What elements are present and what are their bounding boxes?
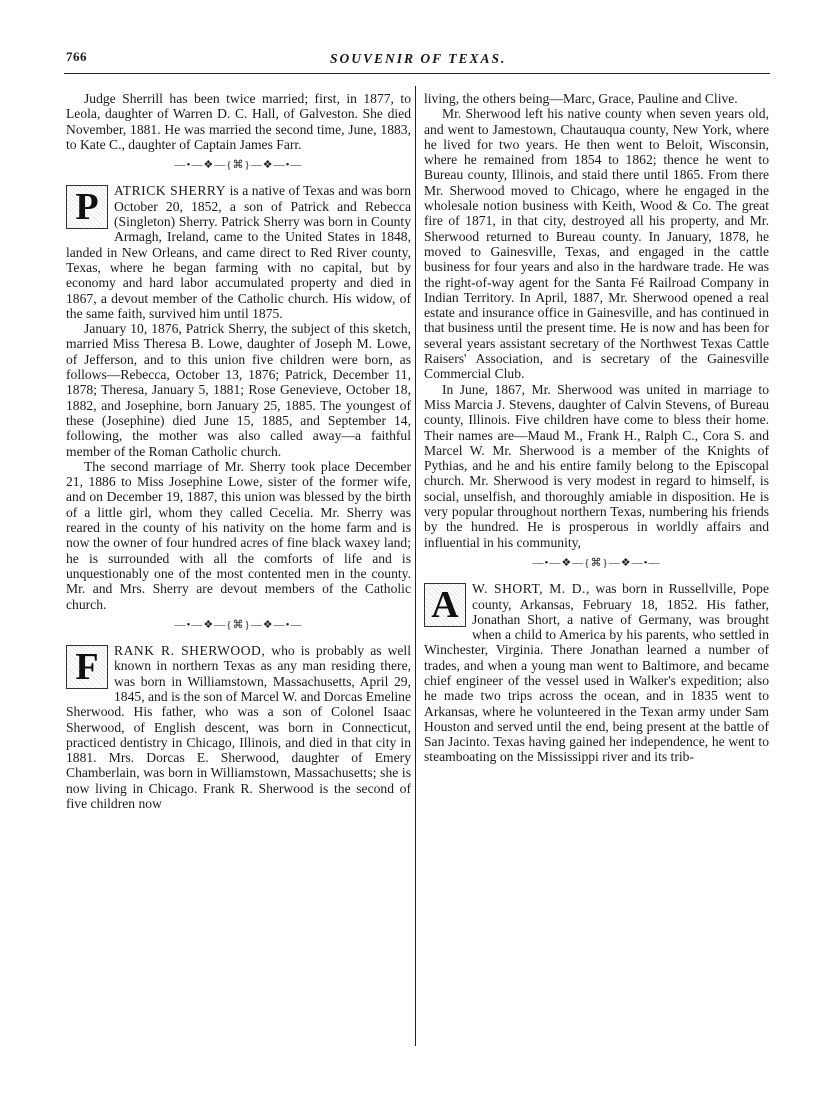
header-rule — [64, 73, 770, 74]
sherwood-biography — [66, 643, 411, 811]
running-title: SOUVENIR OF TEXAS. — [330, 51, 507, 66]
sherwood-paragraph-1 — [66, 643, 411, 811]
drop-cap-f: F — [66, 645, 108, 689]
right-column — [424, 91, 769, 765]
short-text: was born in Russellville, Pope county, Arkansas, February 18, 1852. His father, Jonathan Short, a native of Germany, was brought when a child to America by his parents, who settled in Winchester, Virginia. There Jonathan learned a number of trades, and when a young man went to Baltimore, and became chief engineer of the vessel used in Walker's expedition; also he made two trips across the ocean, and in 1835 went to Arkansas, where he volunteered in the Texan army under Sam Houston and served until the end, being present at the battle of San Jacinto. Texas having gained her independence, he went to steamboating on the Mississippi river and its trib- — [424, 581, 769, 765]
sherry-paragraph-2: January 10, 1876, Patrick Sherry, the subject of this sketch, married Miss Theresa B. Lowe, daughter of Joseph M. Lowe, of Jefferson, and to this union five children were born, as follows—Rebecca, October 13, 1876; Patrick, December 11, 1878; Theresa, January 5, 1881; Rose Genevieve, October 18, 1882, and Josephine, born January 25, 1885. The youngest of these (Josephine) died June 15, 1885, and September 14, following, the mother was also called away—a faithful member of the Roman Catholic church. — [66, 321, 411, 459]
sherrill-paragraph: Judge Sherrill has been twice married; first, in 1877, to Leola, daughter of Warren D. C. Hall, of Galveston. She died November, 1881. He was married the second time, June, 1883, to Kate C., daughter of Captain James Farr. — [66, 91, 411, 152]
sherwood-paragraph-2: Mr. Sherwood left his native county when seven years old, and went to Jamestown, Chautauqua county, New York, where he lived for two years. He then went to Beloit, Wisconsin, where he remained from 1854 to 1862; thence he went to Bureau county, Illinois, and staid there until 1865. From there Mr. Sherwood moved to Chicago, where he engaged in the wholesale notion business with Keith, Wood & Co. The great fire of 1871, in that city, destroyed all his property, and Mr. Sherwood returned to Bureau county. In January, 1878, he moved to Gainesville, Texas, and engaged in the cattle business for four years and also in the hardware trade. He was the right-of-way agent for the Santa Fé Railroad Company in Indian Territory. In April, 1887, Mr. Sherwood opened a real estate and insurance office in Gainesville, and has continued in that business until the present time. He is now and has been for several years assistant secretary of the Northwest Texas Cattle Raisers' Association, and is secretary of the Gainesville Commercial Club. — [424, 106, 769, 382]
sherry-biography — [66, 183, 411, 611]
short-name: W. SHORT, M. D., — [472, 581, 590, 597]
ornament-divider: —•—❖—{⌘}—❖—•— — [532, 556, 661, 569]
sherry-paragraph-1 — [66, 183, 411, 321]
column-rule — [415, 86, 416, 1046]
sherwood-continued: living, the others being—Marc, Grace, Pauline and Clive. — [424, 91, 738, 106]
sherry-name: ATRICK SHERRY — [114, 183, 227, 199]
sherry-text: is a native of Texas and was born October 20, 1852, a son of Patrick and Rebecca (Singleton) Sherry. Patrick Sherry was born in County Armagh, Ireland, came to the United States in 1848, landed in New Orleans, and came direct to Red River county, Texas, where he began farming with no capital, but by economy and hard labor accumulated property and died in 1867, a devout member of the Catholic church. His widow, of the same faith, survived him until 1875. — [66, 183, 411, 321]
short-paragraph-1 — [424, 581, 769, 765]
ornament-divider: —•—❖—{⌘}—❖—•— — [174, 618, 303, 631]
drop-cap-p: P — [66, 185, 108, 229]
sherwood-text: who is probably as well known in northern Texas as any man residing there, was born in Williamstown, Massachusetts, April 29, 1845, and is the son of Marcel W. and Dorcas Emeline Sherwood. His father, who was a son of Colonel Isaac Sherwood, of English descent, was born in Connecticut, practiced dentistry in Chicago, Illinois, and died in that city in 1881. Mrs. Dorcas E. Sherwood, daughter of Emery Chamberlain, was born in Williamstown, Massachusetts; she is now living in Chicago. Frank R. Sherwood is the second of five children now — [66, 643, 411, 812]
left-column — [66, 91, 411, 811]
short-biography — [424, 581, 769, 765]
page-number: 766 — [66, 49, 87, 64]
drop-cap-a: A — [424, 583, 466, 627]
sherwood-paragraph-3: In June, 1867, Mr. Sherwood was united in marriage to Miss Marcia J. Stevens, daughter of Calvin Stevens, of Bureau county, Illinois. Five children have come to bless their home. Their names are—Maud M., Frank H., Ralph C., Cora S. and Marcel W. Mr. Sherwood is a member of the Knights of Pythias, and he and his entire family belong to the Episcopal church. Mr. Sherwood is very modest in regard to himself, is social, unselfish, and thoroughly amiable in disposition. He is very popular throughout northern Texas, numbering his friends by the hundred. He is prosperous in worldly affairs and influential in his community, — [424, 381, 769, 550]
sherwood-name: RANK R. SHERWOOD, — [114, 643, 266, 659]
ornament-divider: —•—❖—{⌘}—❖—•— — [174, 159, 303, 172]
sherry-paragraph-3: The second marriage of Mr. Sherry took place December 21, 1886 to Miss Josephine Lowe, sister of the former wife, and on December 19, 1887, this union was blessed by the birth of a little girl, whom they called Cecelia. Mr. Sherry was reared in the county of his nativity on the home farm and is now the owner of four hundred acres of fine black waxey land; he is surrounded with all the comforts of life and is unquestionably one of the most contented men in the county. Mr. and Mrs. Sherry are devout members of the Catholic church. — [66, 458, 411, 612]
